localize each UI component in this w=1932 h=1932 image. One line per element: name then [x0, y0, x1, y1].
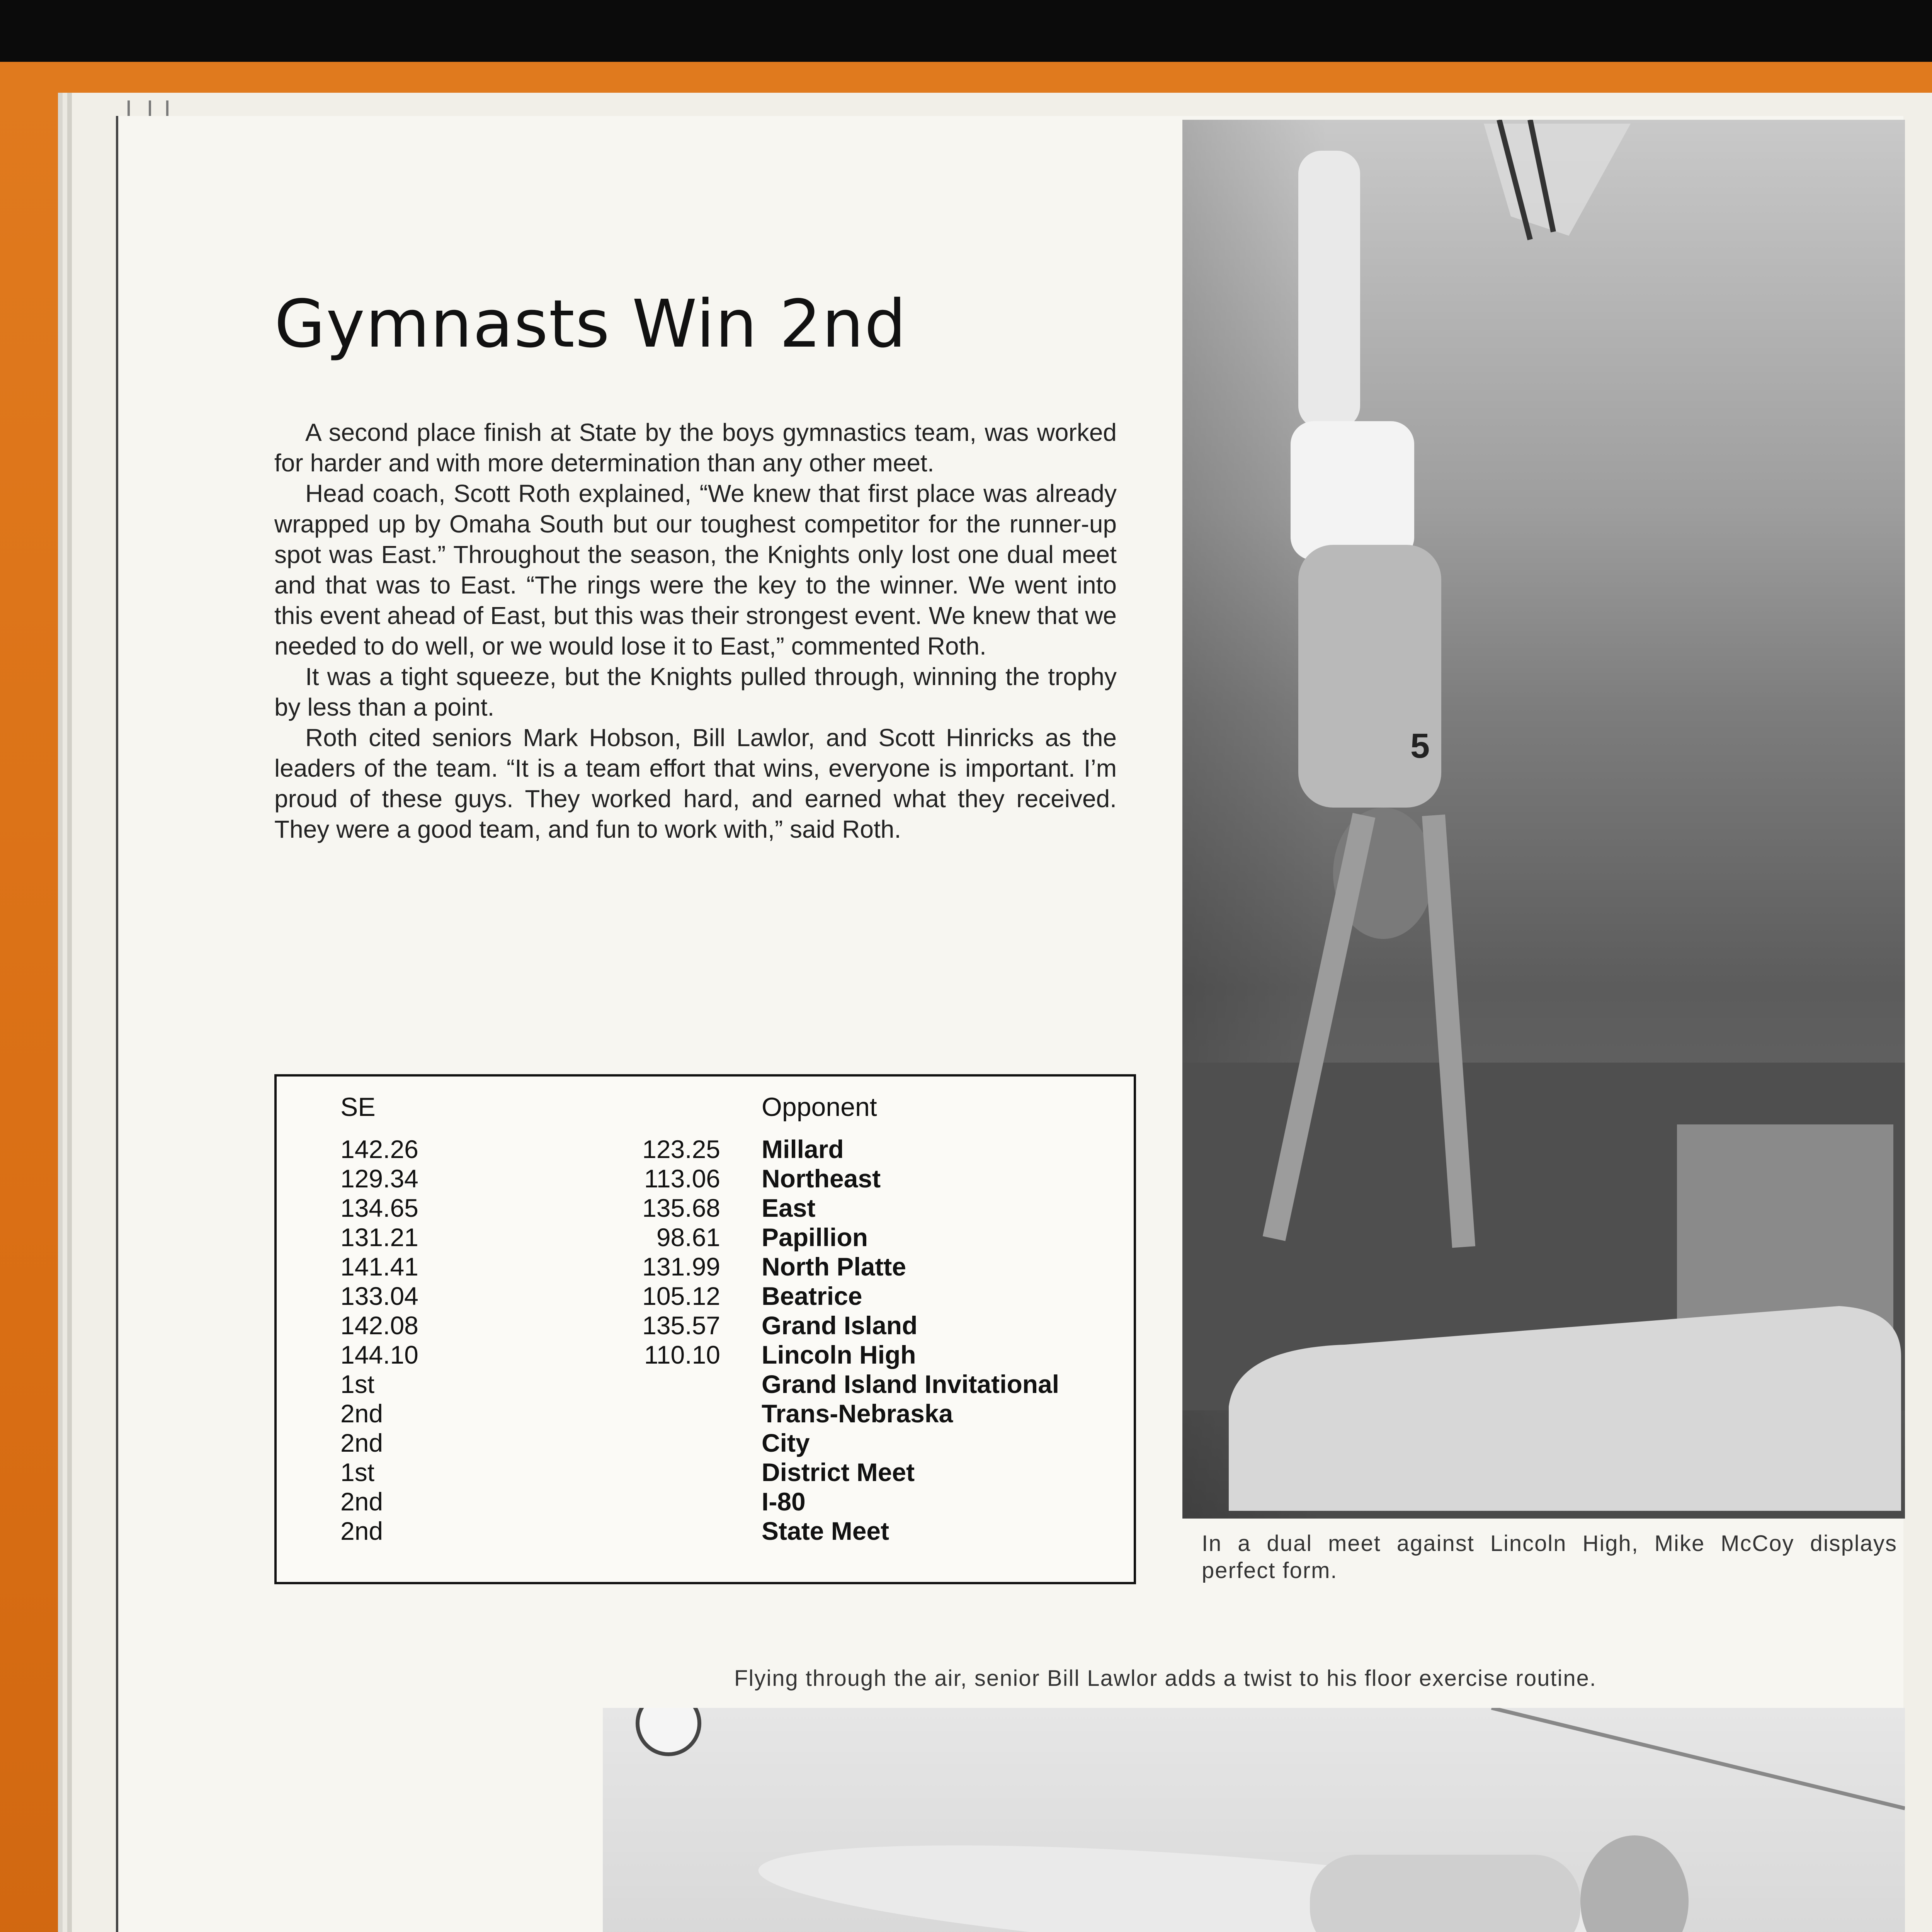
results-cell: East — [762, 1194, 816, 1222]
results-header-se: SE — [340, 1092, 376, 1122]
top-photo-caption: In a dual meet against Lincoln High, Mike McCoy displays perfect form. — [1202, 1531, 1897, 1583]
article-paragraph: Roth cited seniors Mark Hobson, Bill Lawlor, and Scott Hinricks as the leaders of the team. “It is a team effort that wins, everyone is important. I’m proud of these guys. They worked hard, and earned what they received. They were a good team, and fun to work with,” said Roth. — [274, 724, 1117, 843]
article-body — [274, 417, 1117, 845]
results-cell: District Meet — [762, 1458, 915, 1486]
article-title: Gymnasts Win 2nd — [274, 286, 907, 362]
gymnast-vault-photo — [1182, 120, 1905, 1519]
results-cell: 134.65 — [340, 1194, 418, 1222]
article-paragraph: A second place finish at State by the boys gymnastics team, was worked for harder and with more determination than any other meet. — [274, 418, 1117, 477]
results-cell: 1st — [340, 1458, 375, 1486]
bottom-photo-caption: Flying through the air, senior Bill Lawlor adds a twist to his floor exercise routine. — [734, 1666, 1597, 1691]
results-cell: North Platte — [762, 1252, 906, 1281]
results-cell: 131.99 — [642, 1252, 720, 1281]
jersey-number: 5 — [1410, 727, 1430, 765]
floor-exercise-photo — [603, 1708, 1905, 1932]
floor-photo-illustration — [603, 1708, 1905, 1932]
results-cell: 105.12 — [642, 1282, 720, 1310]
results-cell: Beatrice — [762, 1282, 862, 1310]
results-cell: 2nd — [340, 1517, 383, 1545]
results-cell: 113.06 — [644, 1164, 720, 1193]
results-cell: 2nd — [340, 1487, 383, 1516]
results-cell: 131.21 — [340, 1223, 418, 1252]
results-cell: Lincoln High — [762, 1340, 916, 1369]
results-cell: 98.61 — [656, 1223, 720, 1252]
results-cell: Grand Island Invitational — [762, 1370, 1060, 1398]
results-header-opponent: Opponent — [762, 1092, 877, 1122]
results-cell: 1st — [340, 1370, 375, 1398]
results-cell: City — [762, 1429, 810, 1457]
results-cell: Northeast — [762, 1164, 881, 1193]
results-cell: 135.68 — [642, 1194, 720, 1222]
results-cell: Grand Island — [762, 1311, 918, 1340]
results-cell: 133.04 — [340, 1282, 418, 1310]
results-cell: 144.10 — [340, 1340, 418, 1369]
results-cell: Papillion — [762, 1223, 868, 1252]
results-cell: 142.08 — [340, 1311, 418, 1340]
article-paragraph: Head coach, Scott Roth explained, “We knew that first place was already wrapped up by Omaha South but our toughest competitor for the runner-up spot was East.” Throughout the season, the Knights only lost one dual meet and that was to East. “The rings were the key to the winner. We went into this event ahead of East, but this was their strongest event. We knew that we needed to do well, or we would lose it to East,” commented Roth. — [274, 480, 1117, 660]
results-cell: 123.25 — [642, 1135, 720, 1163]
vault-photo-illustration — [1182, 120, 1905, 1519]
results-cell: 141.41 — [340, 1252, 418, 1281]
results-cell: Trans-Nebraska — [762, 1399, 953, 1428]
results-table — [274, 1074, 1136, 1584]
results-cell: Millard — [762, 1135, 844, 1163]
results-cell: I-80 — [762, 1487, 806, 1516]
results-cell: 110.10 — [644, 1340, 720, 1369]
article-paragraph: It was a tight squeeze, but the Knights pulled through, winning the trophy by less than a point. — [274, 663, 1117, 721]
results-cell: 142.26 — [340, 1135, 418, 1163]
results-cell: 2nd — [340, 1399, 383, 1428]
results-cell: 2nd — [340, 1429, 383, 1457]
results-cell: 135.57 — [642, 1311, 720, 1340]
results-cell: State Meet — [762, 1517, 889, 1545]
results-cell: 129.34 — [340, 1164, 418, 1193]
